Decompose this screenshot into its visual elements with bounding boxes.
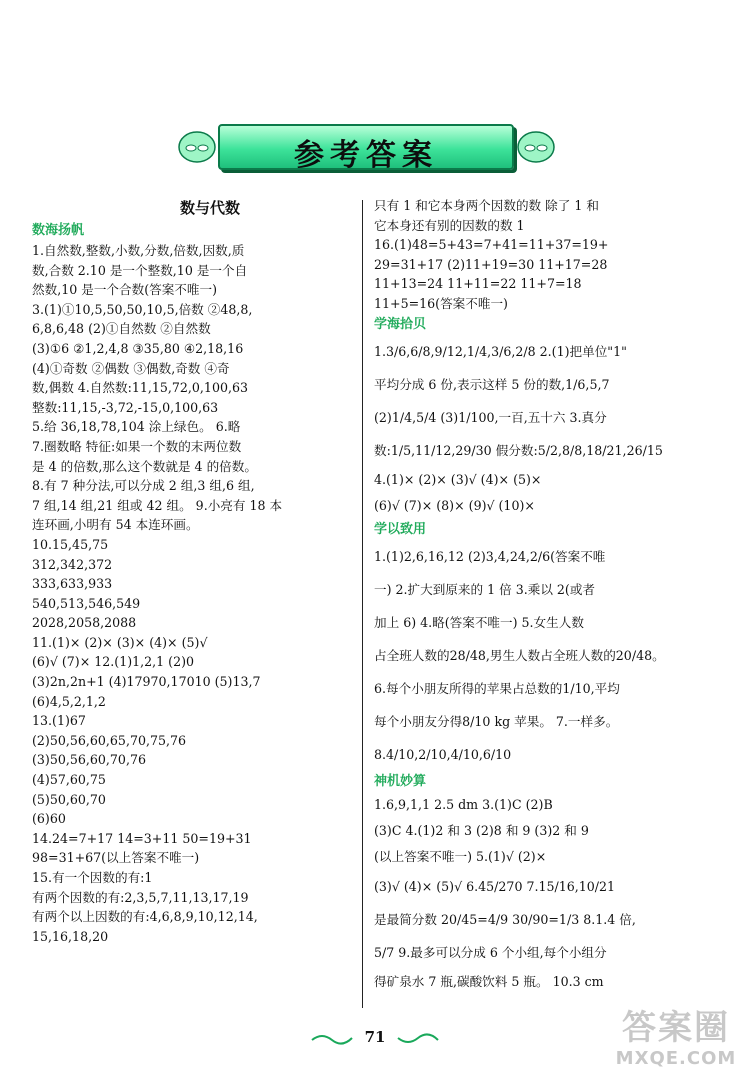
answer-line: 连环画,小明有 54 本连环画。	[32, 517, 199, 533]
answer-line: 16.(1)48=5+43=7+41=11+37=19+	[374, 237, 609, 253]
section-heading: 学以致用	[374, 521, 427, 537]
leaf-ornament-icon	[177, 129, 217, 165]
answer-line: 1.3/6,6/8,9/12,1/4,3/6,2/8 2.(1)把单位"1"	[374, 343, 627, 359]
answer-line: (4)57,60,75	[32, 772, 106, 788]
answer-line: 6.每个小朋友所得的苹果占总数的1/10,平均	[374, 680, 620, 696]
left-column	[32, 196, 360, 946]
answer-line: 312,342,372	[32, 556, 113, 572]
answer-line: (6)60	[32, 811, 66, 827]
answer-line: 一) 2.扩大到原来的 1 倍 3.乘以 2(或者	[374, 581, 596, 597]
answer-line: 7.圈数略 特征:如果一个数的末两位数	[32, 438, 242, 454]
answer-line: 它本身还有别的因数的数 1	[374, 217, 525, 233]
right-column	[374, 196, 706, 995]
answer-line: 7 组,14 组,21 组或 42 组。 9.小亮有 18 本	[32, 497, 283, 513]
answer-line: 6,8,6,48 (2)①自然数 ②自然数	[32, 321, 211, 337]
watermark-text: 答案圈	[622, 1008, 730, 1048]
answer-line: (3)50,56,60,70,76	[32, 752, 146, 768]
answer-line: 14.24=7+17 14=3+11 50=19+31	[32, 830, 252, 846]
answer-line: 15,16,18,20	[32, 928, 109, 944]
answer-line: 8.4/10,2/10,4/10,6/10	[374, 746, 512, 762]
answer-line: 3.(1)①10,5,50,50,10,5,倍数 ②48,8,	[32, 301, 253, 317]
answer-line: 333,633,933	[32, 576, 113, 592]
answer-line: (2)1/4,5/4 (3)1/100,一百,五十六 3.真分	[374, 409, 607, 425]
answer-line: 整数:11,15,-3,72,-15,0,100,63	[32, 399, 219, 415]
answer-line: (4)①奇数 ②偶数 ③偶数,奇数 ④奇	[32, 360, 230, 376]
answer-line: 有两个因数的有:2,3,5,7,11,13,17,19	[32, 889, 249, 905]
page-footer	[310, 1028, 440, 1050]
answer-line: (以上答案不唯一) 5.(1)√ (2)×	[374, 848, 547, 864]
answer-line: 5.给 36,18,78,104 涂上绿色。 6.略	[32, 419, 241, 435]
answer-line: (3)√ (4)× (5)√ 6.45/270 7.15/16,10/21	[374, 878, 616, 894]
answer-line: 29=31+17 (2)11+19=30 11+17=28	[374, 256, 608, 272]
answer-line: 平均分成 6 份,表示这样 5 份的数,1/6,5,7	[374, 376, 610, 392]
answer-line: 2028,2058,2088	[32, 615, 137, 631]
answer-line: 5/7 9.最多可以分成 6 个小组,每个小组分	[374, 944, 607, 960]
answer-line: 1.6,9,1,1 2.5 dm 3.(1)C (2)B	[374, 796, 553, 812]
watermark-url: MXQE.COM	[615, 1048, 737, 1069]
answer-line: 15.有一个因数的有:1	[32, 870, 153, 885]
section-heading: 学海拾贝	[374, 316, 427, 332]
answer-line: 10.15,45,75	[32, 536, 109, 552]
answer-line: 540,513,546,549	[32, 595, 141, 611]
answer-line: (6)√ (7)× (8)× (9)√ (10)×	[374, 497, 535, 513]
answer-line: 11+5=16(答案不唯一)	[374, 295, 508, 311]
answer-line: 11+13=24 11+11=22 11+7=18	[374, 276, 582, 292]
answer-line: (2)50,56,60,65,70,75,76	[32, 732, 187, 748]
answer-line: 有两个以上因数的有:4,6,8,9,10,12,14,	[32, 909, 258, 925]
answer-line: 98=31+67(以上答案不唯一)	[32, 850, 200, 866]
page-number: 71	[364, 1028, 386, 1046]
answer-line: 1.(1)2,6,16,12 (2)3,4,24,2/6(答案不唯	[374, 548, 606, 564]
answer-line: 8.有 7 种分法,可以分成 2 组,3 组,6 组,	[32, 478, 255, 494]
answer-line: 是最简分数 20/45=4/9 30/90=1/3 8.1.4 倍,	[374, 911, 636, 927]
answer-lines	[32, 241, 360, 946]
answer-line: 只有 1 和它本身两个因数的数 除了 1 和	[374, 198, 599, 213]
answer-line: 加上 6) 4.略(答案不唯一) 5.女生人数	[374, 614, 584, 630]
column-divider	[362, 200, 363, 1008]
footer-swirl-icon	[396, 1032, 440, 1046]
leaf-ornament-icon	[516, 129, 556, 165]
answer-line: 1.自然数,整数,小数,分数,倍数,因数,质	[32, 243, 245, 258]
page-title: 参考答案	[294, 138, 438, 173]
section-title: 数与代数	[179, 199, 240, 217]
answer-line: 11.(1)× (2)× (3)× (4)× (5)√	[32, 634, 208, 650]
answer-line: 数:1/5,11/12,29/30 假分数:5/2,8/8,18/21,26/15	[374, 442, 663, 458]
watermark	[612, 1008, 740, 1078]
answer-line: (3)C 4.(1)2 和 3 (2)8 和 9 (3)2 和 9	[374, 822, 589, 838]
answer-line: 13.(1)67	[32, 713, 86, 729]
section-heading: 神机妙算	[374, 773, 427, 789]
answer-line: 然数,10 是一个合数(答案不唯一)	[32, 282, 217, 298]
answer-line: (6)4,5,2,1,2	[32, 693, 106, 709]
answer-line: 4.(1)× (2)× (3)√ (4)× (5)×	[374, 471, 542, 487]
answer-line: 占全班人数的28/48,男生人数占全班人数的20/48。	[374, 647, 665, 663]
answer-line: (3)①6 ②1,2,4,8 ③35,80 ④2,18,16	[32, 340, 244, 356]
answer-line: (6)√ (7)× 12.(1)1,2,1 (2)0	[32, 654, 195, 670]
answer-banner	[218, 124, 514, 173]
answer-line: 数,合数 2.10 是一个整数,10 是一个自	[32, 262, 248, 278]
answer-line: 每个小朋友分得8/10 kg 苹果。 7.一样多。	[374, 713, 619, 729]
section-heading: 数海扬帆	[32, 223, 85, 238]
answer-line: 得矿泉水 7 瓶,碳酸饮料 5 瓶。 10.3 cm	[374, 973, 604, 989]
answer-line: (3)2n,2n+1 (4)17970,17010 (5)13,7	[32, 674, 261, 690]
answer-line: (5)50,60,70	[32, 791, 106, 807]
answer-line: 数,偶数 4.自然数:11,15,72,0,100,63	[32, 380, 248, 396]
answer-line: 是 4 的倍数,那么这个数就是 4 的倍数。	[32, 458, 257, 474]
